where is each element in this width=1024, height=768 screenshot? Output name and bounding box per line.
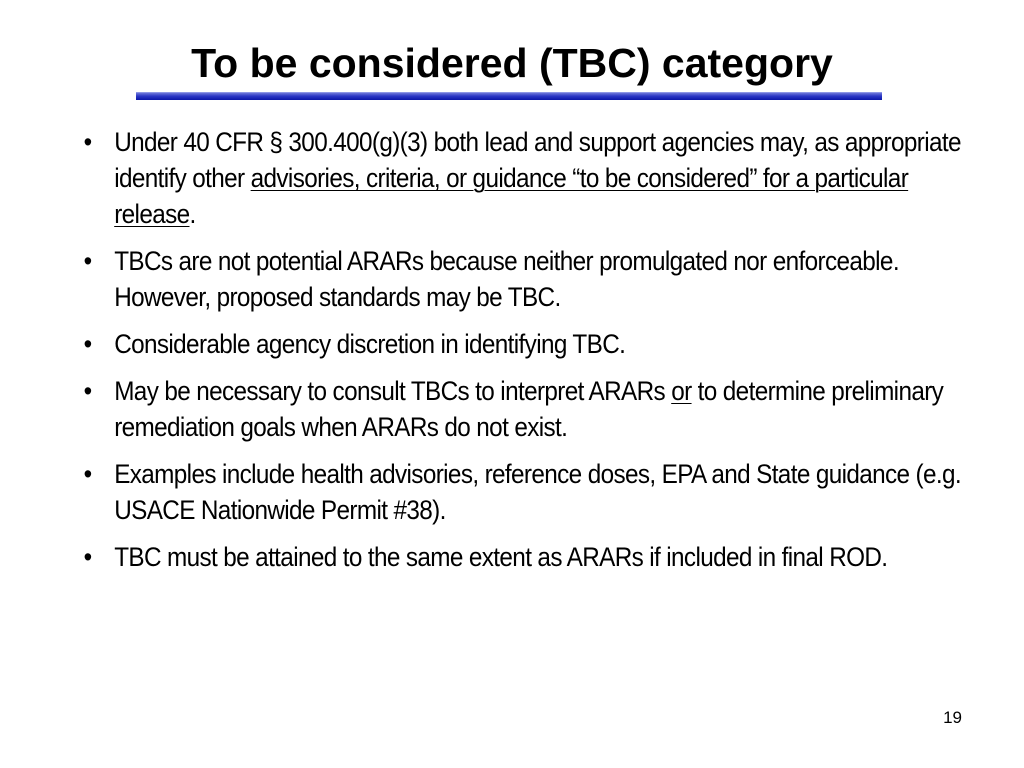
bullet-dot-icon: • [83, 329, 92, 359]
bullet-item-examples [80, 456, 978, 528]
bullet-text: May be necessary to consult TBCs to interpret ARARs [114, 376, 672, 406]
bullet-dot-icon: • [83, 459, 92, 489]
bullet-list [80, 124, 962, 586]
bullet-item-attainment [80, 539, 978, 575]
bullet-text: Considerable agency discretion in identifying TBC. [114, 329, 626, 359]
bullet-text: TBCs are not potential ARARs because neither promulgated nor enforceable. However, proposed standards may be TBC. [114, 246, 899, 312]
bullet-item-agency-discretion [80, 326, 978, 362]
bullet-item-consult-tbcs [80, 373, 978, 445]
title-underline-rule [136, 92, 882, 100]
page-number: 19 [943, 708, 962, 727]
bullet-item-not-arars [80, 243, 978, 315]
bullet-dot-icon: • [83, 376, 92, 406]
bullet-dot-icon: • [83, 246, 92, 276]
bullet-item-tbc-definition [80, 124, 978, 232]
bullet-text: TBC must be attained to the same extent as ARARs if included in final ROD. [114, 542, 888, 572]
slide-title: To be considered (TBC) category [191, 40, 833, 86]
underlined-word-or: or [671, 376, 692, 406]
bullet-text: Examples include health advisories, reference doses, EPA and State guidance (e.g. USACE Nationwide Permit #38). [114, 459, 962, 525]
bullet-dot-icon: • [83, 127, 92, 157]
bullet-dot-icon: • [83, 542, 92, 572]
underlined-phrase: advisories, criteria, or guidance “to be considered” for a particular release [114, 163, 909, 229]
bullet-text: Under 40 CFR § 300.400(g)(3) both lead and support agencies may, as appropriate identify other [114, 127, 961, 193]
bullet-text-end: . [189, 199, 196, 229]
bullet-text-end: to determine preliminary remediation goals when ARARs do not exist. [114, 376, 944, 442]
